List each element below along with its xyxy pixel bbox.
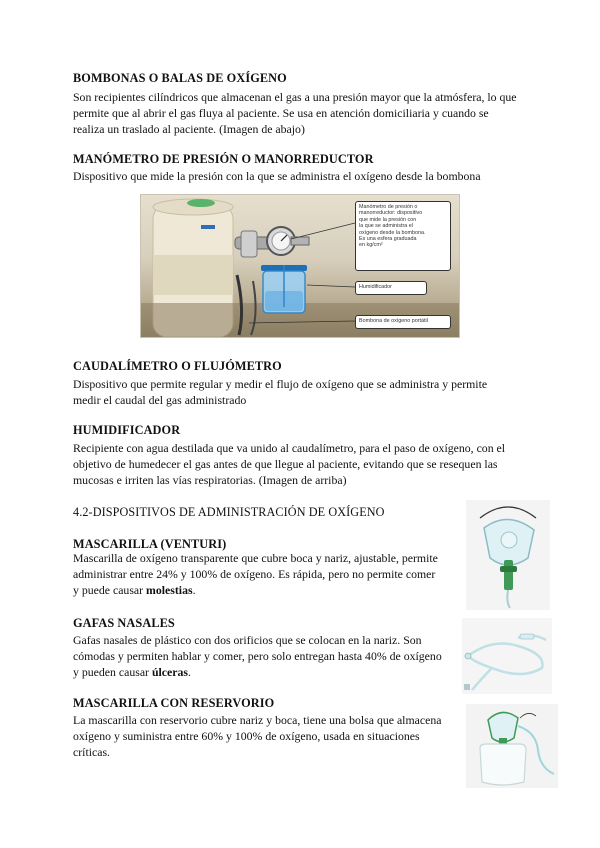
callout-manometro bbox=[355, 201, 451, 271]
callout-line: en kg/cm² bbox=[359, 242, 383, 249]
paragraph-mascarilla-venturi bbox=[73, 550, 438, 598]
heading-manometro: MANÓMETRO DE PRESIÓN O MANORREDUCTOR bbox=[73, 152, 374, 166]
callout-line: Manómetro de presión o bbox=[359, 204, 418, 210]
text-line: Gafas nasales de plástico con dos orificios que se colocan en la nariz. Son bbox=[73, 633, 422, 647]
heading-caudalimetro: CAUDALÍMETRO O FLUJÓMETRO bbox=[73, 359, 282, 373]
text-line: Recipiente con agua destilada que va unido al caudalímetro, para el paso de oxígeno, con el bbox=[73, 441, 506, 455]
text-line: críticas. bbox=[73, 745, 111, 759]
text-line: y puede causar molestias. bbox=[73, 583, 196, 597]
paragraph-humidificador bbox=[73, 440, 505, 488]
text-line: Mascarilla de oxígeno transparente que cubre boca y nariz, ajustable, permite bbox=[73, 551, 438, 565]
text-line: objetivo de humedecer el gas antes de que llegue al paciente, evitando que se resequen las bbox=[73, 457, 498, 471]
heading-humidificador: HUMIDIFICADOR bbox=[73, 423, 181, 437]
callout-line: Es una esfera graduada bbox=[359, 236, 417, 243]
text-line: cómodas y permiten hablar y comer, pero solo entregan hasta 40% de oxígeno bbox=[73, 649, 442, 663]
text-line: Son recipientes cilíndricos que almacenan el gas a una presión mayor que la atmósfera, lo que bbox=[73, 90, 517, 104]
text-line: Dispositivo que mide la presión con la que se administra el oxígeno desde la bombona bbox=[73, 169, 481, 183]
emphasis-ulceras: úlceras bbox=[151, 665, 188, 679]
paragraph-manometro bbox=[73, 168, 481, 184]
text-line: mucosas e irriten las vías respiratorias. (Imagen de arriba) bbox=[73, 473, 347, 487]
heading-bombonas: BOMBONAS O BALAS DE OXÍGENO bbox=[73, 71, 287, 85]
callout-line: manorreductor: dispositivo bbox=[359, 210, 423, 217]
paragraph-bombonas bbox=[73, 89, 517, 137]
nasal-cannula-image bbox=[462, 618, 552, 694]
text-line: y pueden causar úlceras. bbox=[73, 665, 191, 679]
nasal-cannula-drawing bbox=[462, 618, 552, 694]
reservoir-mask-drawing bbox=[466, 704, 558, 788]
callout-bombona: Bombona de oxígeno portátil bbox=[355, 315, 451, 329]
text-line: administrar entre 24% y 100% de oxígeno. Es rápida, pero no permite comer bbox=[73, 567, 436, 581]
venturi-mask-drawing bbox=[466, 500, 550, 610]
text-line: La mascarilla con reservorio cubre nariz y boca, tiene una bolsa que almacena bbox=[73, 713, 442, 727]
manometer-photo bbox=[140, 194, 460, 338]
text-line: realiza un traslado al paciente. (Imagen de abajo) bbox=[73, 122, 305, 136]
heading-mascarilla-reservorio: MASCARILLA CON RESERVORIO bbox=[73, 696, 275, 710]
venturi-mask-image bbox=[466, 500, 550, 610]
callout-line: oxígeno desde la bombona. bbox=[359, 229, 426, 236]
paragraph-gafas-nasales bbox=[73, 632, 442, 680]
paragraph-caudalimetro bbox=[73, 376, 487, 408]
reservoir-mask-image bbox=[466, 704, 558, 788]
emphasis-molestias: molestias bbox=[146, 583, 193, 597]
paragraph-mascarilla-reservorio bbox=[73, 712, 441, 760]
callout-line: que mide la presión con bbox=[359, 216, 417, 223]
heading-gafas-nasales: GAFAS NASALES bbox=[73, 616, 175, 630]
text-line: Dispositivo que permite regular y medir el flujo de oxígeno que se administra y permite bbox=[73, 377, 488, 391]
text-line: oxígeno y suministra entre 60% y 100% de oxígeno, usada en situaciones bbox=[73, 729, 420, 743]
section-title-dispositivos: 4.2-DISPOSITIVOS DE ADMINISTRACIÓN DE OXÍGENO bbox=[73, 505, 385, 519]
text-line: permite que al abrir el gas fluya al paciente. Se usa en atención domiciliaria y cuando se bbox=[73, 106, 489, 120]
callout-humidificador: Humidificador bbox=[355, 281, 427, 295]
callout-line: la que se administra el bbox=[359, 223, 413, 230]
heading-mascarilla-venturi: MASCARILLA (VENTURI) bbox=[73, 537, 227, 551]
text-line: medir el caudal del gas administrado bbox=[73, 393, 247, 407]
